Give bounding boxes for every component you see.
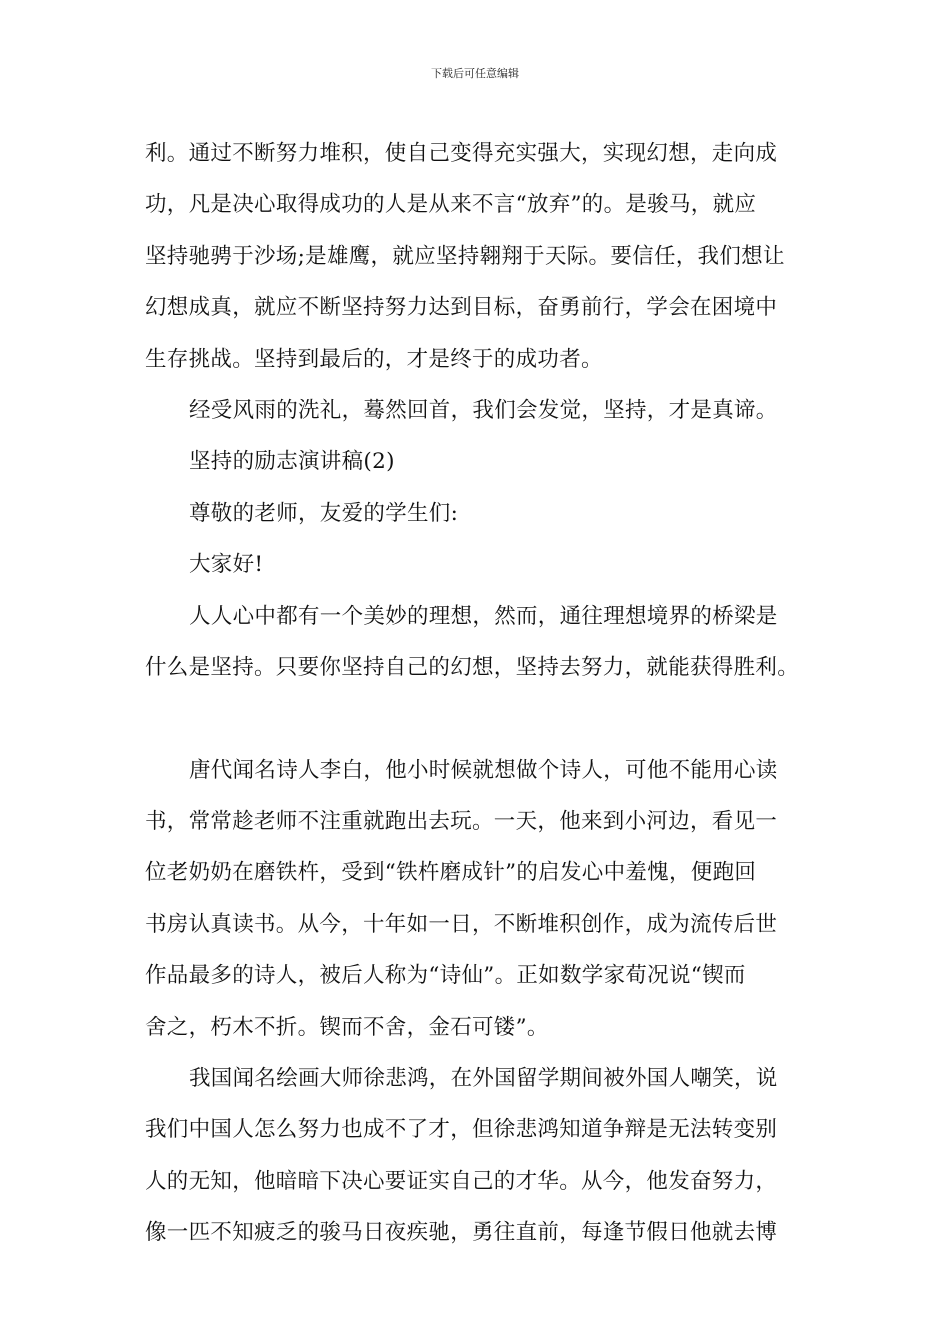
- text-line: 幻想成真，就应不断坚持努力达到目标，奋勇前行，学会在困境中: [145, 295, 778, 321]
- page-header: 下载后可任意编辑: [431, 67, 519, 80]
- text-line: 经受风雨的洗礼，蓦然回首，我们会发觉，坚持，才是真谛。: [189, 397, 778, 423]
- text-line: 人人心中都有一个美妙的理想，然而，通往理想境界的桥梁是: [189, 603, 778, 629]
- text-line: 位老奶奶在磨铁杵，受到“铁杵磨成针”的启发心中羞愧，便跑回: [145, 860, 757, 886]
- text-line: 像一匹不知疲乏的骏马日夜疾驰，勇往直前，每逢节假日他就去博: [145, 1220, 778, 1246]
- text-line: 人的无知，他暗暗下决心要证实自己的才华。从今，他发奋努力，: [145, 1168, 778, 1194]
- document-body: [145, 128, 810, 1259]
- greeting: 大家好!: [189, 552, 264, 578]
- text-line: 我国闻名绘画大师徐悲鸿，在外国留学期间被外国人嘲笑，说: [189, 1066, 778, 1092]
- text-line: 什么是坚持。只要你坚持自己的幻想，坚持去努力，就能获得胜利。: [145, 654, 800, 680]
- text-line: 我们中国人怎么努力也成不了才，但徐悲鸿知道争辩是无法转变别: [145, 1117, 778, 1143]
- text-line: 书，常常趁老师不注重就跑出去玩。一天，他来到小河边，看见一: [145, 809, 778, 835]
- text-line: 坚持驰骋于沙场;是雄鹰，就应坚持翱翔于天际。要信任，我们想让: [145, 243, 785, 269]
- text-line: 书房认真读书。从今，十年如一日，不断堆积创作，成为流传后世: [145, 911, 778, 937]
- text-line: 利。通过不断努力堆积，使自己变得充实强大，实现幻想，走向成: [145, 141, 778, 166]
- section-title: 坚持的励志演讲稿(2): [189, 449, 395, 475]
- text-line: 舍之，朽木不折。锲而不舍，金石可镂”。: [145, 1014, 549, 1040]
- text-line: 唐代闻名诗人李白，他小时候就想做个诗人，可他不能用心读: [189, 757, 778, 783]
- text-line: 功，凡是决心取得成功的人是从来不言“放弃”的。是骏马，就应: [145, 192, 757, 218]
- text-line: 作品最多的诗人，被后人称为“诗仙”。正如数学家荀况说“锲而: [145, 963, 746, 989]
- text-line: 生存挑战。坚持到最后的，才是终于的成功者。: [145, 346, 603, 372]
- salutation: 尊敬的老师，友爱的学生们:: [189, 500, 459, 526]
- paragraph-gap: [145, 693, 810, 744]
